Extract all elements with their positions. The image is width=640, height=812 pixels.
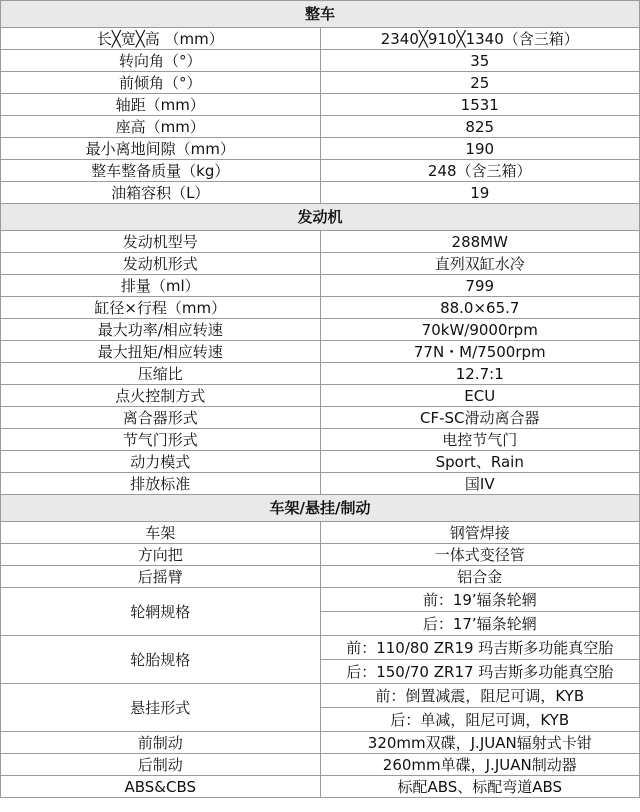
spec-value: 电控节气门 <box>320 429 640 451</box>
spec-row <box>1 275 640 297</box>
spec-label: 最大扭矩/相应转速 <box>1 341 321 363</box>
spec-value: 799 <box>320 275 640 297</box>
spec-value: 260mm单碟，J.JUAN制动器 <box>320 754 640 776</box>
spec-label: 动力模式 <box>1 451 321 473</box>
spec-label: 后摇臂 <box>1 566 321 588</box>
spec-label: 离合器形式 <box>1 407 321 429</box>
spec-row <box>1 754 640 776</box>
spec-row <box>1 776 640 798</box>
spec-row <box>1 522 640 544</box>
section-title: 车架/悬挂/制动 <box>1 495 640 522</box>
spec-value: 190 <box>320 138 640 160</box>
spec-table-body <box>1 1 640 798</box>
spec-value: CF-SC滑动离合器 <box>320 407 640 429</box>
spec-label: 油箱容积（L） <box>1 182 321 204</box>
spec-value: 70kW/9000rpm <box>320 319 640 341</box>
spec-label: 后制动 <box>1 754 321 776</box>
spec-label: 压缩比 <box>1 363 321 385</box>
spec-row <box>1 116 640 138</box>
spec-value: 35 <box>320 50 640 72</box>
spec-value: 88.0×65.7 <box>320 297 640 319</box>
spec-row <box>1 407 640 429</box>
spec-value: 288MW <box>320 231 640 253</box>
spec-label: 最大功率/相应转速 <box>1 319 321 341</box>
spec-label: 发动机型号 <box>1 231 321 253</box>
spec-label: 轴距（mm） <box>1 94 321 116</box>
spec-value: 1531 <box>320 94 640 116</box>
spec-row <box>1 429 640 451</box>
section-header-row <box>1 1 640 28</box>
spec-row <box>1 160 640 182</box>
spec-row <box>1 231 640 253</box>
section-title: 整车 <box>1 1 640 28</box>
spec-value: 248（含三箱） <box>320 160 640 182</box>
spec-label: 方向把 <box>1 544 321 566</box>
spec-label: 缸径×行程（mm） <box>1 297 321 319</box>
spec-label: 点火控制方式 <box>1 385 321 407</box>
spec-value: 钢管焊接 <box>320 522 640 544</box>
spec-label: ABS&CBS <box>1 776 321 798</box>
spec-value: 标配ABS、标配弯道ABS <box>320 776 640 798</box>
spec-row <box>1 544 640 566</box>
spec-row <box>1 451 640 473</box>
spec-label: 长╳宽╳高 （mm） <box>1 28 321 50</box>
spec-label: 座高（mm） <box>1 116 321 138</box>
spec-label: 悬挂形式 <box>1 684 321 732</box>
spec-label: 车架 <box>1 522 321 544</box>
spec-label: 转向角（°） <box>1 50 321 72</box>
spec-row <box>1 385 640 407</box>
spec-row <box>1 636 640 660</box>
spec-row <box>1 50 640 72</box>
spec-value: 25 <box>320 72 640 94</box>
section-title: 发动机 <box>1 204 640 231</box>
spec-label: 节气门形式 <box>1 429 321 451</box>
spec-row <box>1 473 640 495</box>
spec-label: 排量（ml） <box>1 275 321 297</box>
spec-value: 825 <box>320 116 640 138</box>
spec-row <box>1 588 640 612</box>
spec-label: 排放标准 <box>1 473 321 495</box>
spec-value: 前：倒置减震，阻尼可调，KYB <box>320 684 640 708</box>
spec-row <box>1 138 640 160</box>
spec-row <box>1 684 640 708</box>
spec-label: 前制动 <box>1 732 321 754</box>
spec-value: Sport、Rain <box>320 451 640 473</box>
spec-value: 铝合金 <box>320 566 640 588</box>
spec-row <box>1 28 640 50</box>
spec-label: 发动机形式 <box>1 253 321 275</box>
spec-value: 19 <box>320 182 640 204</box>
spec-value: 前：19’辐条轮辋 <box>320 588 640 612</box>
spec-value: 2340╳910╳1340（含三箱） <box>320 28 640 50</box>
spec-row <box>1 182 640 204</box>
spec-row <box>1 253 640 275</box>
spec-value: 后：17’辐条轮辋 <box>320 612 640 636</box>
spec-label: 整车整备质量（kg） <box>1 160 321 182</box>
spec-label: 前倾角（°） <box>1 72 321 94</box>
spec-row <box>1 94 640 116</box>
spec-row <box>1 732 640 754</box>
spec-value: 320mm双碟，J.JUAN辐射式卡钳 <box>320 732 640 754</box>
section-header-row <box>1 204 640 231</box>
spec-row <box>1 363 640 385</box>
spec-value: 后：150/70 ZR17 玛吉斯多功能真空胎 <box>320 660 640 684</box>
spec-label: 轮胎规格 <box>1 636 321 684</box>
spec-value: 一体式变径管 <box>320 544 640 566</box>
spec-row <box>1 341 640 363</box>
spec-value: 后：单减，阻尼可调，KYB <box>320 708 640 732</box>
spec-value: 12.7:1 <box>320 363 640 385</box>
spec-row <box>1 72 640 94</box>
spec-value: ECU <box>320 385 640 407</box>
spec-label: 轮辋规格 <box>1 588 321 636</box>
spec-value: 直列双缸水冷 <box>320 253 640 275</box>
spec-row <box>1 297 640 319</box>
spec-row <box>1 319 640 341</box>
spec-value: 国IV <box>320 473 640 495</box>
spec-value: 77N・M/7500rpm <box>320 341 640 363</box>
spec-label: 最小离地间隙（mm） <box>1 138 321 160</box>
section-header-row <box>1 495 640 522</box>
spec-row <box>1 566 640 588</box>
spec-value: 前：110/80 ZR19 玛吉斯多功能真空胎 <box>320 636 640 660</box>
